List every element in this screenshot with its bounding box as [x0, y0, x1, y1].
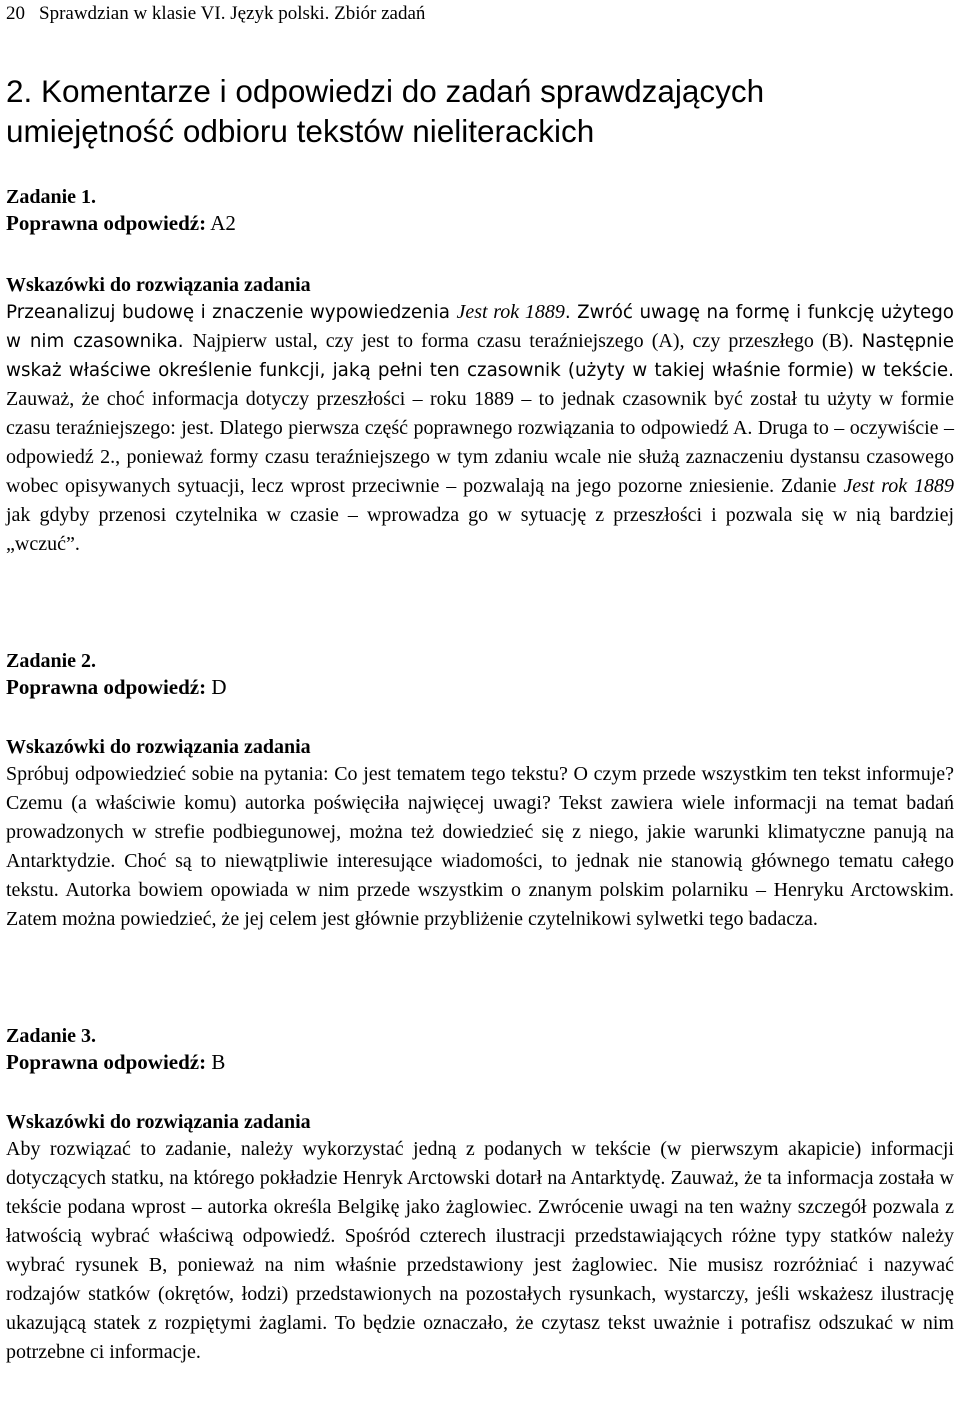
hint-title: Wskazówki do rozwiązania zadania	[6, 1111, 311, 1133]
task-title: Zadanie 1.	[6, 186, 97, 208]
hint-text: Spróbuj odpowiedzieć sobie na pytania: Co jest tematem tego tekstu? O czym przede wszystkim ten tekst informuje? Czemu (a właściwie komu) autorka poświęciła najwięcej uwagi? Tekst zawiera wiele informacji na temat badań prowadzonych w strefie podbiegunowej, można też dowiedzieć się z niego, jakie warunki klimatyczne panują na Antarktydzie. Choć są to niewątpliwie interesujące wiadomości, to jednak nie stanowią głównego tematu całego tekstu. Autorka bowiem opowiada w nim przede wszystkim o znanym polskim polarniku – Henryku Arctowskim. Zatem można powiedzieć, że jej celem jest głównie przybliżenie czytelnikowi sylwetki tego badacza.	[6, 763, 954, 930]
hint-segment: Dlatego pierwsza część poprawnego rozwiązania to odpowiedź A. Druga to – oczywiście – odpowiedź 2., ponieważ formy czasu teraźniejszego w tym zdaniu wcale nie służą zaznaczeniu dystansu czasowego wobec opisywanych sytuacji, lecz wprost przeciwnie – pozwalają na jego pozorne zniesienie. Zdanie	[6, 417, 955, 497]
hint-segment: Następnie wskaż właściwe określenie funkcji, jaką pełni ten czasownik (użyty w takiej właśnie formie) w tekście.	[6, 331, 954, 381]
chapter-title	[6, 71, 946, 151]
hint-text: Aby rozwiązać to zadanie, należy wykorzystać jedną z podanych w tekście (w pierwszym akapicie) informacji dotyczących statku, na którego pokładzie Henryk Arctowski dotarł na Antarktydę. Zauważ, że ta informacja została w tekście podana wprost – autorka określa Belgikę jako żaglowiec. Zwrócenie uwagi na ten ważny szczegół pozwala z łatwością wybrać właściwą odpowiedź. Spośród czterech ilustracji przedstawiających różne typy statków należy wybrać rysunek B, ponieważ na nim właśnie przedstawiony jest żaglowiec. Nie musisz rozróżniać i nazywać rodzajów statków (okrętów, łodzi) przedstawionych na pozostałych rysunkach, wystarczy, jeśli wskażesz ilustrację ukazującą statek z rozpiętymi żaglami. To będzie oznaczało, że czytasz tekst uważnie i potrafisz odszukać w nim potrzebne ci informacje.	[6, 1138, 954, 1363]
hint-title: Wskazówki do rozwiązania zadania	[6, 736, 311, 758]
task-title: Zadanie 3.	[6, 1025, 97, 1047]
task-2	[6, 648, 954, 934]
chapter-title-line-2: umiejętność odbioru tekstów nieliterackich	[6, 113, 595, 149]
task-1	[6, 184, 954, 559]
hint-text	[6, 298, 954, 559]
hint-title: Wskazówki do rozwiązania zadania	[6, 274, 311, 296]
chapter-title-line-1: 2. Komentarze i odpowiedzi do zadań sprawdzających	[6, 73, 765, 109]
correct-answer	[6, 210, 954, 236]
hint-segment: . Zwróć uwagę na formę i funkcję użytego w nim czasownika.	[6, 302, 954, 352]
answer-label: Poprawna odpowiedź:	[6, 1050, 207, 1074]
task-title: Zadanie 2.	[6, 650, 97, 672]
answer-label: Poprawna odpowiedź:	[6, 675, 207, 699]
hint-emphasis: Jest rok 1889	[843, 475, 954, 497]
answer-value: D	[211, 675, 227, 699]
running-title: Sprawdzian w klasie VI. Język polski. Zbiór zadań	[39, 3, 426, 24]
hint-emphasis: Jest rok 1889	[456, 301, 565, 323]
task-3	[6, 1023, 954, 1367]
answer-label: Poprawna odpowiedź:	[6, 211, 207, 235]
running-header	[6, 2, 425, 26]
hint-segment: jak gdyby przenosi czytelnika w czasie – wprowadza go w sytuację z przeszłości i pozwala się w nią bardziej „wczuć”.	[6, 504, 954, 555]
answer-value: A2	[210, 211, 236, 235]
hint-segment: Przeanalizuj budowę i znaczenie wypowiedzenia	[6, 302, 457, 323]
answer-value: B	[211, 1050, 226, 1074]
correct-answer	[6, 1049, 954, 1075]
hint-segment: Najpierw ustal, czy jest to forma czasu teraźniejszego (A), czy przeszłego (B).	[192, 330, 862, 352]
hint-segment: Zauważ, że choć informacja dotyczy przeszłości – roku 1889 – to jednak czasownik być został tu użyty w formie czasu teraźniejszego: jest.	[6, 388, 954, 439]
page-number: 20	[6, 3, 25, 24]
correct-answer	[6, 674, 954, 700]
